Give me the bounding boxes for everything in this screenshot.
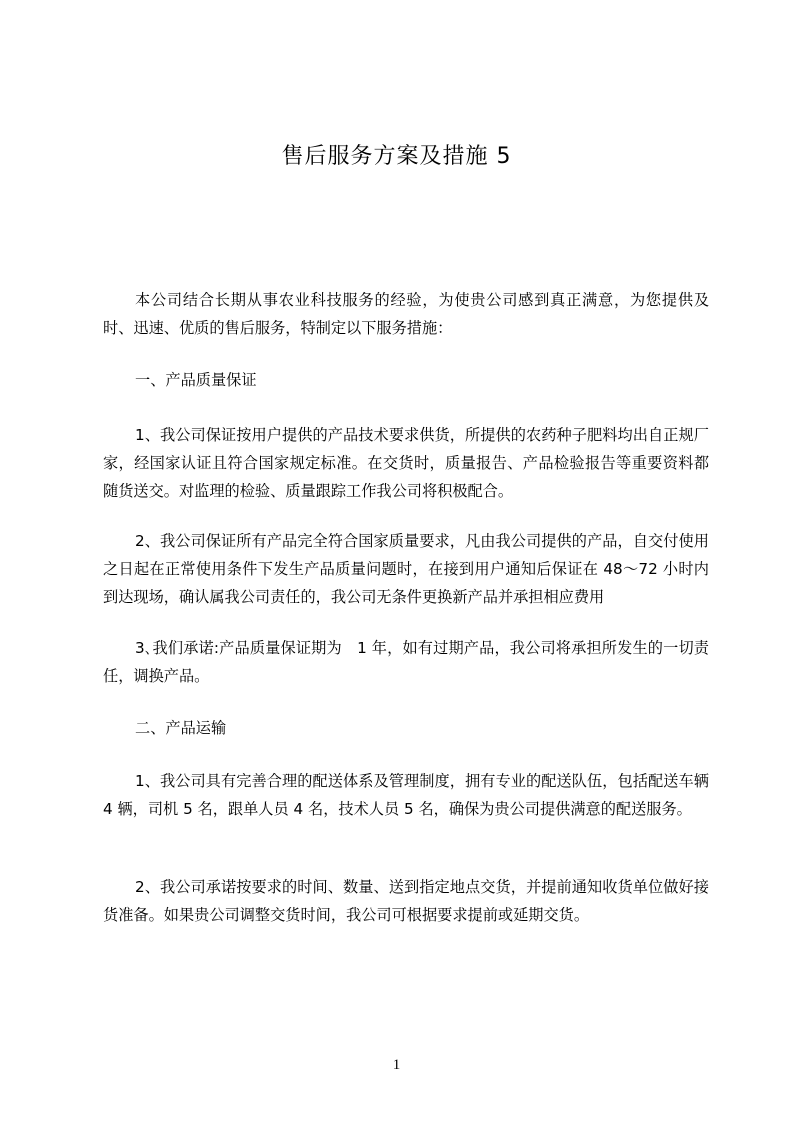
section-heading-quality: 一、产品质量保证 [135, 371, 257, 389]
section-heading-transport: 二、产品运输 [135, 719, 227, 737]
intro-paragraph: 本公司结合长期从事农业科技服务的经验，为使贵公司感到真正满意，为您提供及时、迅速、优质的售后服务，特制定以下服务措施： [103, 291, 709, 337]
transport-item-1: 1、我公司具有完善合理的配送体系及管理制度，拥有专业的配送队伍，包括配送车辆 4 辆，司机 5 名，跟单人员 4 名，技术人员 5 名，确保为贵公司提供满意的配送服务。 [103, 772, 709, 818]
quality-item-3: 3､我们承诺:产品质量保证期为 1 年，如有过期产品，我公司将承担所发生的一切责任，调换产品。 [103, 639, 709, 685]
quality-item-1: 1、我公司保证按用户提供的产品技术要求供货，所提供的农药种子肥料均出自正规厂家，经国家认证且符合国家规定标准。在交货时，质量报告、产品检验报告等重要资料都随货送交。对监理的检验、质量跟踪工作我公司将积极配合。 [103, 426, 709, 500]
transport-item-2: 2、我公司承诺按要求的时间、数量、送到指定地点交货，并提前通知收货单位做好接货准备。如果贵公司调整交货时间，我公司可根据要求提前或延期交货。 [103, 878, 709, 924]
document-title: 售后服务方案及措施 5 [281, 144, 512, 169]
quality-item-2: 2、我公司保证所有产品完全符合国家质量要求，凡由我公司提供的产品，自交付使用之日起在正常使用条件下发生产品质量问题时，在接到用户通知后保证在 48～72 小时内到达现场，确认属我公司责任的，我公司无条件更换新产品并承担相应费用 [103, 532, 709, 606]
page-number: 1 [392, 1057, 401, 1073]
